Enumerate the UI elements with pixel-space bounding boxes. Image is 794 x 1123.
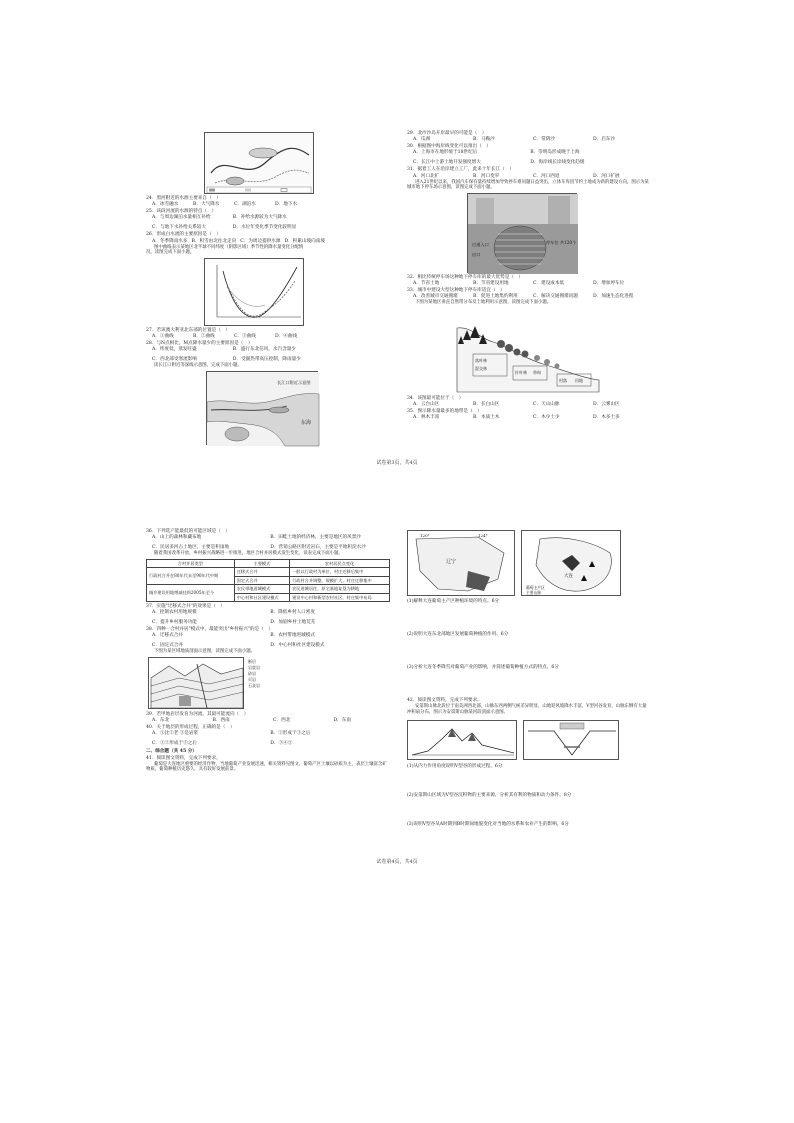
q37-stem: 37．实施"迁移式合并"的效果是（ ） [146, 603, 225, 609]
answer-space [407, 770, 649, 792]
intro-paragraph-1: 图中曲线表示某地区北半球不同纬度（阴影区域）季节性的降水量变化分配情况，读图完成下面小题。 [146, 244, 304, 256]
table-cell: 农民进城居住，原宅基地复垦为耕地 [290, 585, 390, 593]
photo-label-spaces: 停车位 共120个 [546, 239, 577, 245]
table-header-mode: 主要模式 [234, 559, 289, 567]
q33-option-d: D．加速生态化进程 [593, 294, 634, 300]
merger-intro-paragraph: 随着我国改革开放，乡村振兴战略进一步推进，地区合村并居模式发生变化，读表完成下面小题。 [154, 551, 343, 557]
page4-footer: 试卷第4页，共4页 [376, 859, 418, 865]
andes-intro-paragraph: 安第斯山脉北段位于南美洲西北部，山脉东西两侧气候差异明显，山地迎风坡降水丰富，V型河谷发育，山脉东侧有大量冲积扇分布，图示为安第斯山脉某河段剖面示意图。 [407, 704, 647, 715]
q33-stem: 33．城市中建设大型这种地下停车库适宜（ ） [407, 288, 505, 294]
q29-option-d: D．启东沙 [593, 137, 616, 143]
veg-label-village: 村落 [559, 377, 567, 383]
legend-item: 石灰岩 [248, 683, 260, 689]
q36-stem: 36．下列选产能最低的可能区域是（ ） [146, 529, 230, 534]
veg-label-deciduous: 落叶林 [475, 357, 487, 363]
village-merger-table [146, 559, 390, 602]
q26-stem: 26．形成白水流的主要原因是（ ） [146, 232, 221, 238]
table-cell: 固定式合并 [234, 576, 289, 584]
table-cell: 城乡建设用地增减挂钩2005年至今 [147, 585, 235, 602]
q29-option-c: C．常阴沙 [533, 137, 555, 143]
vegetation-intro-paragraph: 下图为某地区垂直自然带分布及土地利用示意图，读图完成下面小题。 [415, 300, 552, 306]
q27-option-c: C．③曲线 [234, 333, 256, 339]
q36-option-a: A．山上的森林和藏布地 [152, 535, 202, 541]
geology-cross-section-svg [149, 658, 245, 710]
q25-option-a: A．与周边湖泊水量相互补给 [152, 215, 211, 221]
q28-option-a: A．纬度低，蒸发旺盛 [152, 347, 197, 353]
table-row [147, 568, 390, 576]
exam-page-4 [0, 529, 794, 1123]
mountain-vegetation-figure [453, 308, 603, 394]
q32-option-b: B．节省建设用地 [473, 280, 509, 286]
q34-option-b: B．长白山区 [473, 401, 500, 407]
q32-stem: 32．相比传统停车场这种地下停车库的最大优势是（ ） [407, 274, 524, 280]
table-row [147, 585, 390, 593]
q39-option-d: D．东南 [333, 718, 351, 724]
answer-space [407, 799, 649, 821]
q39-option-c: C．西北 [273, 718, 291, 724]
q26-option-d: D．积累山坡向南坡 [284, 238, 325, 244]
q37-option-d: D．加剧乡村土地荒芜 [270, 620, 316, 626]
q29-option-a: A．瓜洲 [413, 137, 431, 143]
q26-option-a: A．冬季降雨水多 [152, 238, 188, 244]
veg-label-mixed: 混交林 [475, 365, 487, 371]
q40-option-d: D．③④⑤ [270, 741, 293, 747]
q26-option-c: C．为周边提供水源 [240, 238, 281, 244]
q39-option-a: A．东北 [152, 718, 170, 724]
q39-stem: 39．若甲地岩层发育为河流，其最可能流向（ ） [146, 712, 249, 718]
liaoning-locator-svg [408, 531, 516, 597]
table-cell: 行政村合并调整，规模扩大，村庄迁移集中 [290, 576, 390, 584]
q34-stem: 34．该图最可能位于（ ） [407, 395, 464, 401]
q24-option-d: D．地下水 [275, 202, 298, 208]
q42-part1: (1)从内力作用角度说明V型谷的形成过程。6分 [407, 763, 503, 769]
q25-option-b: B．补给水源较为大气降水 [232, 215, 287, 221]
q25-option-d: D．水位年变化季节变化较明显 [232, 225, 297, 231]
map-label-dalian: 大连 [564, 574, 573, 579]
q27-option-a: A．①曲线 [152, 333, 174, 339]
q24-option-a: A．冰雪融水 [152, 202, 179, 208]
q31-stem: 31．据着工人在沿岸建立工厂，此来十年长江（ ） [407, 167, 514, 173]
table-cell: 一般以行政村为单位，村庄迁移后集中 [290, 568, 390, 576]
q27-option-d: D．④曲线 [275, 333, 298, 339]
river-map-figure [204, 132, 314, 194]
q25-stem: 25．该段河流的水源的特点（ ） [146, 209, 217, 215]
v-valley-svg [524, 721, 620, 761]
q40-option-b: B．②形成于③之后 [270, 731, 311, 737]
page4-right-column [407, 528, 649, 828]
geology-legend [248, 655, 260, 711]
veg-label-meadow: 草甸 [533, 369, 541, 375]
q37-option-c: C．提升乡村服务功能 [152, 620, 197, 626]
table-header-row [147, 559, 390, 567]
table-cell: 农民带地进城模式 [234, 585, 289, 593]
q30-option-b: B．崇明岛形成晚于上海 [530, 150, 580, 156]
q33-option-c: C．解决交通拥堵问题 [533, 294, 578, 300]
river-map-svg [205, 133, 315, 195]
q37-option-a: A．控制农村用地规模 [152, 610, 197, 615]
q30-option-d: D．海岸线长岸线变化趋缓 [530, 160, 585, 166]
q38-option-d: D．中心村和社区建设模式 [270, 643, 325, 649]
mountain-vegetation-svg [453, 308, 603, 394]
parking-garage-svg [468, 194, 578, 274]
q35-option-a: A．林木丰富 [413, 415, 440, 421]
parking-garage-photo [467, 193, 577, 273]
map-title-label: 长江口附近示意图 [277, 379, 311, 385]
q40-option-a: A．①比②老 ③是岩浆 [152, 731, 199, 737]
q35-option-c: C．木少土少 [533, 415, 560, 421]
section-heading: 二、综合题（共 45 分） [146, 748, 197, 754]
q34-option-a: A．云台山区 [413, 401, 440, 407]
veg-label-field: 田地 [575, 377, 583, 383]
map-lon-120: 120° [420, 533, 430, 538]
q27-option-b: B．②曲线 [193, 333, 215, 339]
q31-option-d: D．河口扩展 [593, 173, 620, 179]
q29-stem: 29．北沙沙岛开岸最早的可能是（ ） [407, 131, 487, 136]
answer-space [407, 671, 649, 697]
q24-stem: 24．黑河附近的水源主要来自（ ） [146, 196, 221, 201]
q36-option-b: B．田畦土地的经济林，主要是地区的风景沙 [270, 535, 361, 541]
q36-option-d: D．营销公路区附近岩石，主要是平地积淀水沙 [270, 545, 366, 551]
q38-option-b: B．农村带地进城模式 [270, 633, 315, 639]
q42-stem: 42．阅读图文资料，完成下列要求。 [407, 698, 482, 704]
q35-option-b: B．木质土木 [473, 415, 500, 421]
q42-part3: (3)说明V型谷从A时期到B时期间地貌变化对当地的水系和农业产生的影响。6分 [407, 821, 569, 827]
precipitation-curve-svg [205, 259, 305, 327]
yangtze-estuary-svg [207, 372, 319, 446]
answer-space [407, 638, 649, 664]
grape-intro-paragraph: 葡萄是大连地区重要的经济作物，当地葡萄产业发展迅速，相关资料见图文，葡萄产区土壤以砂质为主，表层土壤富含矿物质，葡萄种植历史悠久，具有较好发展前景。 [146, 761, 387, 773]
q36-option-c: C．民居多河占土地区，主要是积雨地 [152, 545, 230, 551]
q32-option-c: C．建设成本低 [533, 280, 565, 286]
andes-figure-row [407, 718, 649, 762]
dalian-map-row [407, 528, 649, 598]
q37-option-b: B．降低乡村人口密度 [270, 610, 315, 615]
legend-item: 页岩 [248, 677, 256, 683]
legend-item: 断层 [248, 659, 256, 665]
exam-page-3 [0, 0, 794, 561]
legend-grape-area: 葡萄主产区 [526, 585, 545, 590]
map-lon-124: 124° [478, 533, 488, 538]
q33-option-b: B．促进土地集约利用 [473, 294, 518, 300]
q32-option-d: D．增加停车位 [593, 280, 625, 286]
q34-option-d: D．云雾山区 [593, 401, 620, 407]
q38-option-a: A．迁移式合并 [152, 633, 183, 639]
parking-intro-paragraph: 进入21世纪以来，我国汽车保有量持续增加导致停车难问题日益突出，立体车库因节约土地成为新的建设方向，图示为某城市地下停车场示意图，读图完成下面小题。 [407, 179, 649, 191]
q42-part2: (2)安第斯山区域为V型谷沉积物的主要来源，分析其有利的物质和动力条件。8分 [407, 792, 572, 798]
q41-part1: (1)解释大连葡萄主产区种植环境的特点。6分 [407, 599, 500, 604]
page4-left-column [146, 528, 390, 773]
dalian-detail-svg [522, 531, 622, 597]
page3-left-column [146, 130, 325, 447]
q28-option-c: C．西北部受寒流影响 [152, 357, 197, 363]
q31-option-a: A．河口北扩 [413, 173, 440, 179]
table-cell: 建设中心村和新型农村社区，村庄集中布局 [290, 593, 390, 601]
v-valley-figure [523, 720, 619, 760]
table-header-change: 农村居民点变化 [290, 559, 390, 567]
q39-option-b: B．西南 [212, 718, 230, 724]
q28-option-b: B．盛行东北信风，水汽含量少 [232, 347, 296, 353]
intro-paragraph-2: 读长江口附近等深线示意图，完成下面小题。 [154, 363, 242, 369]
page3-right-column [407, 130, 649, 421]
liaoning-locator-map [407, 530, 515, 596]
legend-item: 砂岩 [248, 671, 256, 677]
precipitation-curve-figure [204, 258, 304, 326]
q27-stem: 27．若该澳大利亚北东部的位置是（ ） [146, 327, 230, 333]
q26-option-b: B．积雪由北往北走向 [191, 238, 237, 244]
table-cell: 迁移式合并 [234, 568, 289, 576]
q33-option-a: A．改善城市交通拥堵 [413, 294, 458, 300]
q40-stem: 40．关于地层的形成过程，正确的是（ ） [146, 725, 235, 731]
q30-option-a: A．上海市在地形缓于18世纪后 [413, 150, 478, 156]
q31-option-c: C．河口西退 [533, 173, 560, 179]
andes-profile-figure [407, 720, 517, 760]
dalian-detail-map [521, 530, 621, 596]
q25-option-c: C．与地下水补给关系较大 [152, 225, 207, 231]
q30-option-c: C．长江中上游土地开发强度增大 [413, 160, 481, 166]
q24-option-c: C．湖泊水 [234, 202, 256, 208]
legend-mountains: 主要山脉 [526, 590, 542, 595]
table-header-type: 合村并居类型 [147, 559, 235, 567]
geology-intro-paragraph: 下图为某区域地质剖面示意图，读图完成下面小题。 [154, 649, 255, 655]
table-cell: 中心村和社区建设模式 [234, 593, 289, 601]
q35-option-d: D．木多土多 [593, 415, 620, 421]
q38-option-c: C．固定式合并 [152, 643, 184, 649]
q38-stem: 38．四种一合村并居"模式中，最能突出"乡村振兴"的是（ ） [146, 627, 274, 633]
q35-stem: 35．图示降水量最多的地带是（ ） [407, 409, 482, 414]
photo-label-entrance: 过道入口 [472, 241, 489, 247]
q31-option-b: B．河口变窄 [473, 173, 500, 179]
q28-option-d: D．受副热带高压控制，降雨量少 [232, 357, 301, 363]
sea-label: 东海 [301, 419, 312, 426]
answer-space [407, 605, 649, 631]
q41-part2: (2)说明大连东北部地区发展葡萄种植的作用。6分 [407, 632, 509, 638]
table-cell: 行政村合并在80年代末至90年代中期 [147, 568, 235, 585]
andes-profile-svg [408, 721, 518, 761]
q41-part3: (3)分析大连冬季降雪对葡萄产业的影响，并简述葡萄种植方式的特点。6分 [407, 665, 559, 671]
map-label-liaoning: 辽宁 [446, 559, 457, 565]
q32-option-a: A．节省土地 [413, 280, 440, 286]
q29-option-b: B．马鞍沙 [473, 137, 495, 143]
legend-item: 岩浆岩 [248, 665, 260, 671]
q34-option-c: C．天山山脉 [533, 401, 560, 407]
q24-option-b: B．大气降水 [193, 202, 220, 208]
q40-option-c: C．①②形成于③之后 [152, 741, 197, 747]
q41-stem: 41．阅读图文资料，完成下列要求。 [146, 755, 221, 761]
geology-figure-row [148, 655, 390, 711]
q30-stem: 30．根据图中海岸线变化可以推出（ ） [407, 144, 491, 150]
yangtze-estuary-map [206, 371, 318, 445]
geology-cross-section [148, 657, 244, 709]
page3-footer: 试卷第3页，共4页 [376, 460, 418, 466]
q28-stem: 28．与N点相比，M点降水量少的主要原因是（ ） [146, 341, 253, 347]
photo-label-exit: 出口 [472, 251, 481, 257]
veg-label-conifer: 针叶林 [515, 369, 527, 375]
